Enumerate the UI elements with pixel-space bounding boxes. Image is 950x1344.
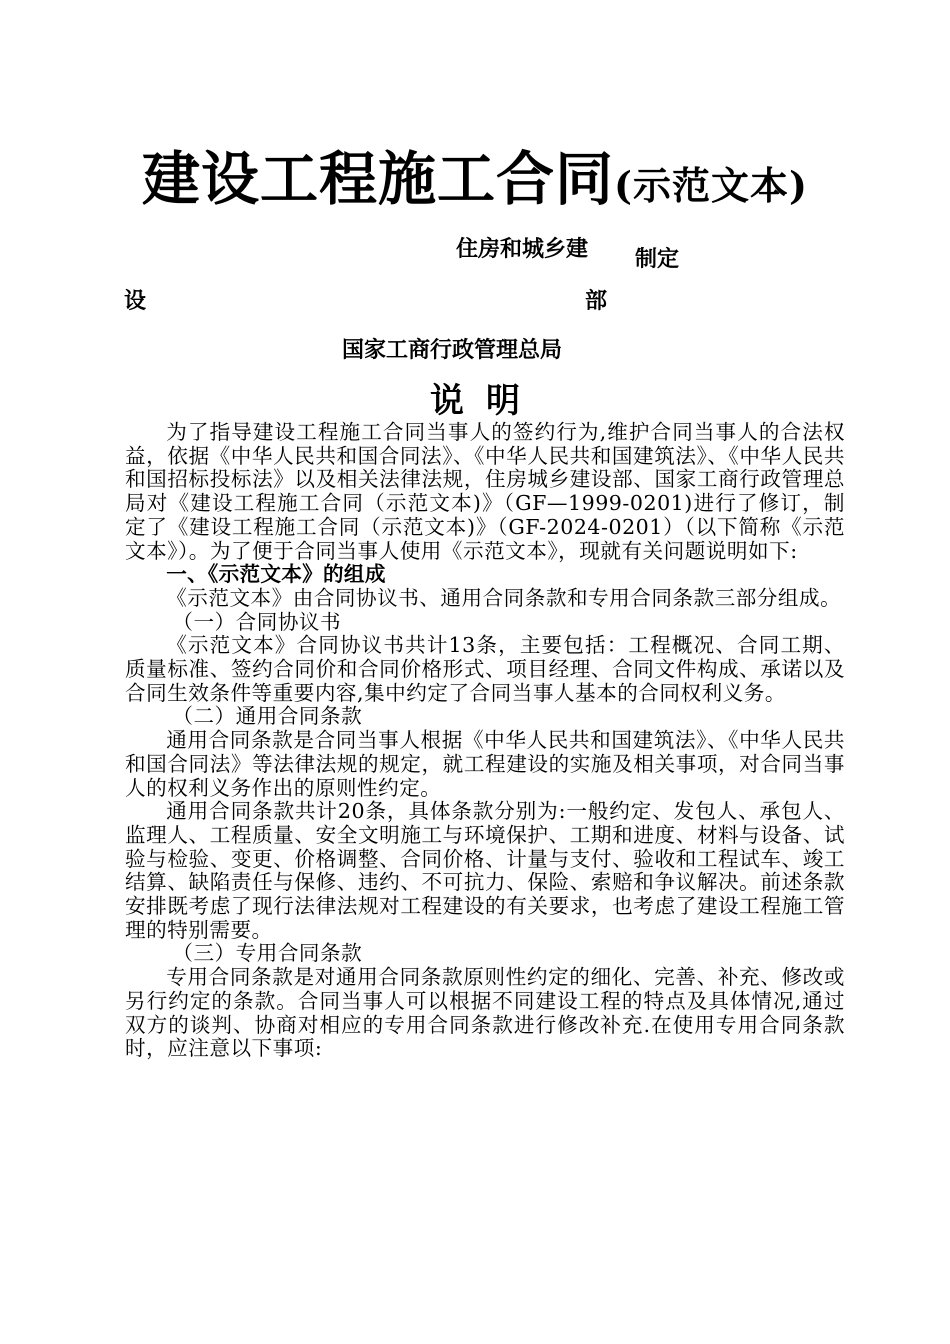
paragraph-composition: 《示范文本》由合同协议书、通用合同条款和专用合同条款三部分组成。 xyxy=(166,585,842,610)
section-title-composition: 一、《示范文本》的组成 xyxy=(166,562,386,587)
issuer-line-2-left: 设 xyxy=(124,289,147,314)
document-body xyxy=(125,421,845,1061)
subsection-title-special-terms: （三）专用合同条款 xyxy=(172,941,363,966)
issuer-line-2-right: 部 xyxy=(585,289,608,314)
subsection-title-agreement: （一）合同协议书 xyxy=(172,609,342,634)
paragraph-general-terms-list: 通用合同条款共计20条，具体条款分别为:一般约定、发包人、承包人、监理人、工程质量、安全文明施工与环境保护、工期和进度、材料与设备、试验与检验、变更、价格调整、合同价格、计量与支付、验收和工程试车、竣工结算、缺陷责任与保修、违约、不可抗力、保险、索赔和争议解决。前述条款安排既考虑了现行法律法规对工程建设的有关要求，也考虑了建设工程施工管理的特别需要。 xyxy=(125,799,845,942)
paragraph-special-terms: 专用合同条款是对通用合同条款原则性约定的细化、完善、补充、修改或另行约定的条款。合同当事人可以根据不同建设工程的特点及具体情况,通过双方的谈判、协商对相应的专用合同条款进行修改补充.在使用专用合同条款时，应注意以下事项: xyxy=(125,965,845,1061)
title-subtitle: (示范文本) xyxy=(614,163,808,208)
paragraph-intro: 为了指导建设工程施工合同当事人的签约行为,维护合同当事人的合法权益，依据《中华人民共和国合同法》、《中华人民共和国建筑法》、《中华人民共和国招标投标法》以及相关法律法规，住房城乡建设部、国家工商行政管理总局对《建设工程施工合同（示范文本)》（GF—1999-0201)进行了修订，制定了《建设工程施工合同（示范文本)》（GF-2024-0201）（以下简称《示范文本》）。为了便于合同当事人使用《示范文本》，现就有关问题说明如下: xyxy=(125,420,845,563)
issuer-line-3: 国家工商行政管理总局 xyxy=(342,338,563,363)
paragraph-general-terms: 通用合同条款是合同当事人根据《中华人民共和国建筑法》、《中华人民共和国合同法》等法律法规的规定，就工程建设的实施及相关事项，对合同当事人的权利义务作出的原则性约定。 xyxy=(125,728,845,800)
paragraph-agreement: 《示范文本》合同协议书共计13条，主要包括：工程概况、合同工期、质量标准、签约合同价和合同价格形式、项目经理、合同文件构成、承诺以及合同生效条件等重要内容,集中约定了合同当事人基本的合同权利义务。 xyxy=(125,633,845,705)
section-heading: 说明 xyxy=(430,381,542,421)
title-main: 建设工程施工合同 xyxy=(142,145,615,213)
document-title xyxy=(0,144,950,221)
subsection-title-general-terms: （二）通用合同条款 xyxy=(172,704,363,729)
issuer-action: 制定 xyxy=(635,247,680,272)
issuer-line-1: 住房和城乡建 xyxy=(456,237,589,262)
